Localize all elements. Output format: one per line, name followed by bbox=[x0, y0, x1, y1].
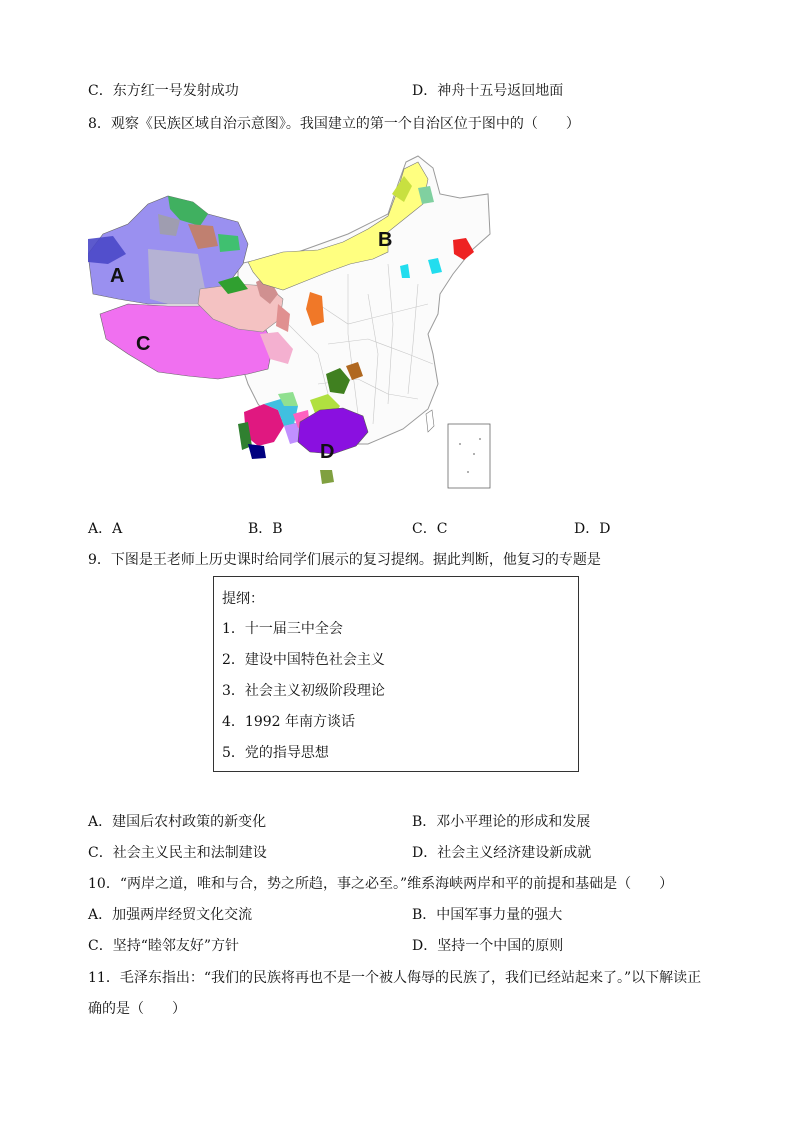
q11-stem-line2: 确的是（ ） bbox=[88, 1001, 186, 1017]
outline-item: 1．十一届三中全会 bbox=[222, 621, 343, 637]
q10-stem: 10．“两岸之道，唯和与合，势之所趋，事之必至。”维系海峡两岸和平的前提和基础是（ ） bbox=[88, 876, 674, 892]
q8-option-b[interactable]: B．B bbox=[248, 521, 283, 537]
q9-stem: 9．下图是王老师上历史课时给同学们展示的复习提纲。据此判断，他复习的专题是 bbox=[88, 552, 601, 568]
q11-stem-line1: 11．毛泽东指出：“我们的民族将再也不是一个被人侮辱的民族了，我们已经站起来了。”以下解读正 bbox=[88, 970, 702, 986]
map-label-b: B bbox=[378, 229, 393, 251]
q8-stem: 8．观察《民族区域自治示意图》。我国建立的第一个自治区位于图中的（ ） bbox=[88, 116, 580, 132]
outline-item: 4．1992 年南方谈话 bbox=[222, 714, 355, 730]
map-figure bbox=[88, 154, 492, 492]
q9-option-c[interactable]: C．社会主义民主和法制建设 bbox=[88, 845, 267, 861]
q8-option-a[interactable]: A．A bbox=[88, 521, 123, 537]
map-label-c: C bbox=[136, 333, 151, 355]
q10-option-a[interactable]: A．加强两岸经贸文化交流 bbox=[88, 907, 253, 923]
q7-option-c[interactable]: C．东方红一号发射成功 bbox=[88, 83, 239, 99]
review-outline-box bbox=[213, 576, 579, 772]
q9-option-a[interactable]: A．建国后农村政策的新变化 bbox=[88, 814, 267, 830]
q10-option-b[interactable]: B．中国军事力量的强大 bbox=[412, 907, 563, 923]
autonomous-region-map bbox=[88, 154, 492, 492]
q9-option-d[interactable]: D．社会主义经济建设新成就 bbox=[412, 845, 592, 861]
outline-title: 提纲： bbox=[222, 591, 264, 607]
outline-item: 3．社会主义初级阶段理论 bbox=[222, 683, 385, 699]
outline-item: 2．建设中国特色社会主义 bbox=[222, 652, 385, 668]
q8-option-c[interactable]: C．C bbox=[412, 521, 448, 537]
q10-option-d[interactable]: D．坚持一个中国的原则 bbox=[412, 938, 564, 954]
q9-option-b[interactable]: B．邓小平理论的形成和发展 bbox=[412, 814, 591, 830]
map-label-a: A bbox=[110, 265, 125, 287]
q7-option-d[interactable]: D．神舟十五号返回地面 bbox=[412, 83, 564, 99]
map-label-d: D bbox=[320, 441, 335, 463]
q8-option-d[interactable]: D．D bbox=[574, 521, 611, 537]
q10-option-c[interactable]: C．坚持“睦邻友好”方针 bbox=[88, 938, 240, 954]
outline-item: 5．党的指导思想 bbox=[222, 745, 329, 761]
